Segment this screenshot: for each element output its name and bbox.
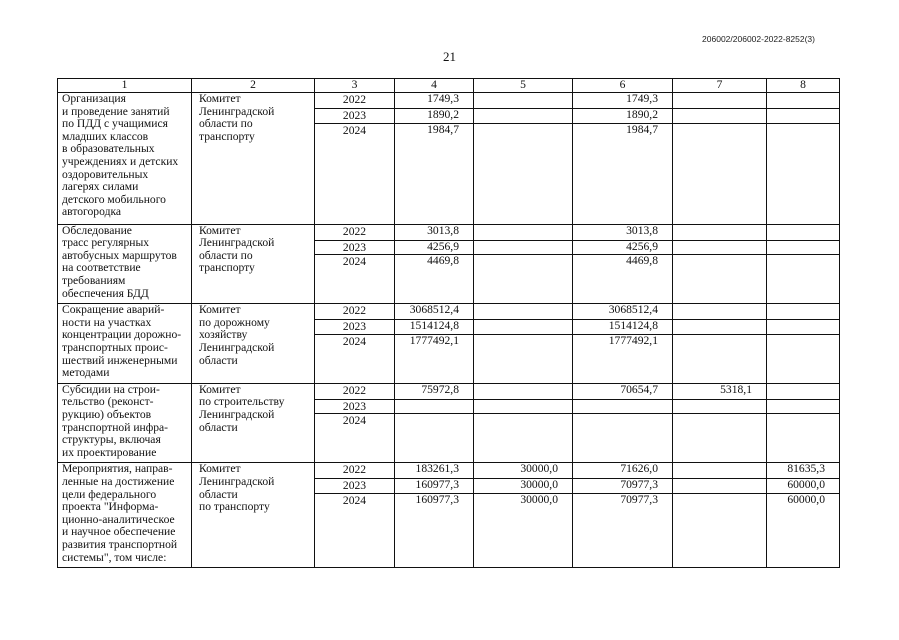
executor-line: области по <box>199 117 253 131</box>
document-id: 206002/206002-2022-8252(3) <box>702 34 815 44</box>
col6-cell: 70977,3 <box>573 493 673 567</box>
col5-cell <box>474 334 573 383</box>
executor-line: области по <box>199 248 253 262</box>
measure-name-line: проекта "Информа- <box>62 500 159 514</box>
measure-name-line: оздоровительных <box>62 167 149 181</box>
col6-cell: 4256,9 <box>573 240 673 255</box>
measure-name-cell <box>58 93 192 225</box>
col5-cell: 30000,0 <box>474 479 573 494</box>
col7-cell <box>673 240 767 255</box>
header-cell-3: 3 <box>315 79 395 93</box>
measure-name-cell <box>58 463 192 568</box>
col8-cell: 81635,3 <box>767 463 840 479</box>
measure-name-line: структуры, включая <box>62 433 161 447</box>
year-cell: 2024 <box>315 414 395 463</box>
executor-line: Комитет <box>199 383 241 396</box>
table-row <box>58 463 840 479</box>
col8-cell: 60000,0 <box>767 479 840 494</box>
executor-cell <box>192 463 315 568</box>
header-cell-2: 2 <box>192 79 315 93</box>
col5-cell <box>474 93 573 109</box>
col7-cell <box>673 109 767 124</box>
col5-cell: 30000,0 <box>474 463 573 479</box>
col5-cell <box>474 383 573 399</box>
col5-cell <box>474 255 573 304</box>
col6-cell: 3068512,4 <box>573 304 673 320</box>
year-cell: 2022 <box>315 383 395 399</box>
measure-name-line: Мероприятия, направ- <box>62 462 173 476</box>
col5-cell <box>474 320 573 335</box>
col8-cell <box>767 304 840 320</box>
total-cell: 3068512,4 <box>395 304 474 320</box>
executor-line: Комитет <box>199 462 241 476</box>
total-cell: 183261,3 <box>395 463 474 479</box>
header-row <box>58 79 840 93</box>
measure-name-line: трасс регулярных <box>62 236 150 250</box>
col6-cell: 1514124,8 <box>573 320 673 335</box>
measure-name-line: Обследование <box>62 224 132 237</box>
executor-cell <box>192 224 315 304</box>
total-cell: 1984,7 <box>395 123 474 224</box>
year-cell: 2024 <box>315 255 395 304</box>
col6-cell: 1749,3 <box>573 93 673 109</box>
executor-line: области <box>199 487 238 501</box>
total-cell: 1749,3 <box>395 93 474 109</box>
year-cell: 2024 <box>315 493 395 567</box>
col8-cell: 60000,0 <box>767 493 840 567</box>
header-cell-8: 8 <box>767 79 840 93</box>
executor-line: по дорожному <box>199 315 270 329</box>
col8-cell <box>767 414 840 463</box>
measure-name-line: автобусных маршрутов <box>62 248 177 262</box>
executor-line: Ленинградской <box>199 104 275 118</box>
measure-name-cell <box>58 383 192 463</box>
measure-name-line: транспортных проис- <box>62 340 168 354</box>
year-cell: 2023 <box>315 320 395 335</box>
col8-cell <box>767 383 840 399</box>
measure-name-line: методами <box>62 366 110 380</box>
year-cell: 2022 <box>315 93 395 109</box>
measure-name-line: младших классов <box>62 129 149 143</box>
col7-cell <box>673 493 767 567</box>
measure-name-line: лагерях силами <box>62 180 139 194</box>
col7-cell <box>673 224 767 240</box>
col6-cell: 3013,8 <box>573 224 673 240</box>
col8-cell <box>767 240 840 255</box>
executor-line: Комитет <box>199 224 241 237</box>
executor-line: Комитет <box>199 92 241 105</box>
total-cell: 75972,8 <box>395 383 474 399</box>
col8-cell <box>767 93 840 109</box>
measure-name-line: системы", том числе: <box>62 550 167 564</box>
year-cell: 2024 <box>315 334 395 383</box>
col7-cell <box>673 320 767 335</box>
budget-table <box>57 78 840 568</box>
col7-cell <box>673 414 767 463</box>
total-cell: 4469,8 <box>395 255 474 304</box>
executor-line: по строительству <box>199 395 285 409</box>
col5-cell <box>474 123 573 224</box>
total-cell: 160977,3 <box>395 493 474 567</box>
col6-cell: 71626,0 <box>573 463 673 479</box>
col7-cell <box>673 399 767 414</box>
header-cell-4: 4 <box>395 79 474 93</box>
col5-cell <box>474 109 573 124</box>
table-row <box>58 383 840 399</box>
col7-cell: 5318,1 <box>673 383 767 399</box>
col8-cell <box>767 109 840 124</box>
total-cell: 1890,2 <box>395 109 474 124</box>
measure-name-line: ности на участках <box>62 315 152 329</box>
col7-cell <box>673 334 767 383</box>
executor-line: Ленинградской <box>199 407 275 421</box>
col7-cell <box>673 123 767 224</box>
col6-cell <box>573 399 673 414</box>
measure-name-line: развития транспортной <box>62 537 178 551</box>
executor-line: Ленинградской <box>199 340 275 354</box>
measure-name-line: шествий инженерными <box>62 353 178 367</box>
measure-name-cell <box>58 224 192 304</box>
measure-name-line: ционно-аналитическое <box>62 512 175 526</box>
executor-cell <box>192 93 315 225</box>
total-cell: 3013,8 <box>395 224 474 240</box>
measure-name-line: на соответствие <box>62 261 141 275</box>
measure-name-line: тельство (реконст- <box>62 395 154 409</box>
year-cell: 2023 <box>315 240 395 255</box>
measure-name-line: детского мобильного <box>62 192 166 206</box>
year-cell: 2024 <box>315 123 395 224</box>
col6-cell: 1984,7 <box>573 123 673 224</box>
col8-cell <box>767 255 840 304</box>
measure-name-line: Субсидии на строи- <box>62 383 160 396</box>
measure-name-line: учреждениях и детских <box>62 154 179 168</box>
executor-line: области <box>199 420 238 434</box>
year-cell: 2023 <box>315 479 395 494</box>
col6-cell: 1777492,1 <box>573 334 673 383</box>
executor-line: по транспорту <box>199 500 270 514</box>
col8-cell <box>767 224 840 240</box>
measure-name-line: их проектирование <box>62 445 157 459</box>
measure-name-line: и научное обеспечение <box>62 525 176 539</box>
measure-name-cell <box>58 304 192 384</box>
total-cell: 1777492,1 <box>395 334 474 383</box>
col6-cell <box>573 414 673 463</box>
measure-name-line: Организация <box>62 92 126 105</box>
year-cell: 2022 <box>315 463 395 479</box>
measure-name-line: транспортной инфра- <box>62 420 169 434</box>
executor-cell <box>192 304 315 384</box>
year-cell: 2023 <box>315 109 395 124</box>
total-cell: 160977,3 <box>395 479 474 494</box>
executor-line: транспорту <box>199 129 255 143</box>
executor-line: Ленинградской <box>199 474 275 488</box>
col7-cell <box>673 463 767 479</box>
col8-cell <box>767 123 840 224</box>
executor-line: хозяйству <box>199 328 248 342</box>
measure-name-line: концентрации дорожно- <box>62 328 182 342</box>
table-row <box>58 304 840 320</box>
header-cell-1: 1 <box>58 79 192 93</box>
col6-cell: 4469,8 <box>573 255 673 304</box>
total-cell <box>395 414 474 463</box>
page-number: 21 <box>443 49 456 64</box>
measure-name-line: рукцию) объектов <box>62 407 152 421</box>
col8-cell <box>767 320 840 335</box>
col5-cell <box>474 240 573 255</box>
executor-line: Комитет <box>199 303 241 317</box>
col7-cell <box>673 304 767 320</box>
col8-cell <box>767 399 840 414</box>
measure-name-line: Сокращение аварий- <box>62 303 165 317</box>
col7-cell <box>673 255 767 304</box>
col7-cell <box>673 479 767 494</box>
header-cell-5: 5 <box>474 79 573 93</box>
measure-name-line: и проведение занятий <box>62 104 170 118</box>
total-cell: 1514124,8 <box>395 320 474 335</box>
measure-name-line: требованиям <box>62 273 126 287</box>
col6-cell: 70654,7 <box>573 383 673 399</box>
executor-line: области <box>199 353 238 367</box>
header-cell-7: 7 <box>673 79 767 93</box>
col6-cell: 1890,2 <box>573 109 673 124</box>
total-cell <box>395 399 474 414</box>
col5-cell <box>474 224 573 240</box>
col8-cell <box>767 334 840 383</box>
col7-cell <box>673 93 767 109</box>
col5-cell: 30000,0 <box>474 493 573 567</box>
col6-cell: 70977,3 <box>573 479 673 494</box>
col5-cell <box>474 304 573 320</box>
executor-cell <box>192 383 315 463</box>
col5-cell <box>474 399 573 414</box>
measure-name-line: в образовательных <box>62 142 155 156</box>
measure-name-line: цели федерального <box>62 487 157 501</box>
year-cell: 2022 <box>315 224 395 240</box>
header-cell-6: 6 <box>573 79 673 93</box>
executor-line: Ленинградской <box>199 236 275 250</box>
table-row <box>58 224 840 240</box>
table-row <box>58 93 840 109</box>
col5-cell <box>474 414 573 463</box>
measure-name-line: по ПДД с учащимися <box>62 117 168 131</box>
executor-line: транспорту <box>199 261 255 275</box>
measure-name-line: ленные на достижение <box>62 474 175 488</box>
measure-name-line: обеспечения БДД <box>62 286 149 300</box>
year-cell: 2023 <box>315 399 395 414</box>
year-cell: 2022 <box>315 304 395 320</box>
total-cell: 4256,9 <box>395 240 474 255</box>
measure-name-line: автогородка <box>62 205 122 219</box>
